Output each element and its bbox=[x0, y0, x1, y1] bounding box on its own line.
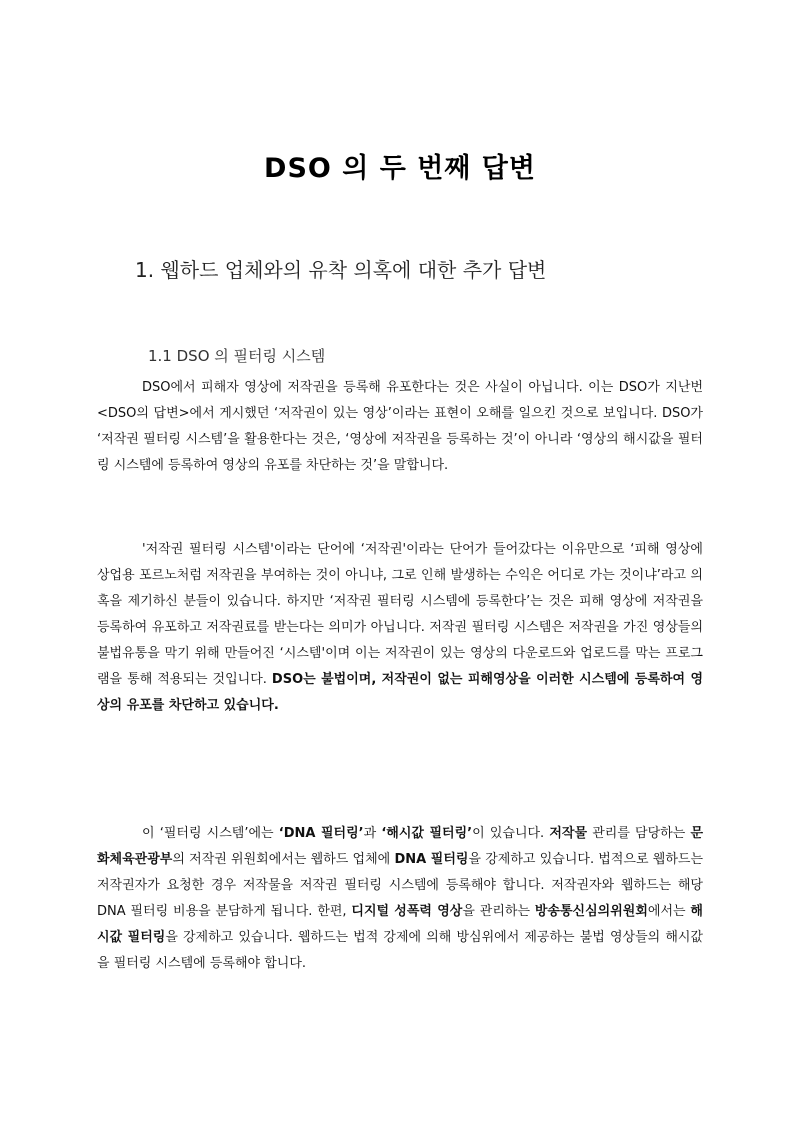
p3-seg: 저작물 bbox=[549, 826, 588, 841]
paragraph-2 bbox=[97, 537, 703, 719]
paragraph-3 bbox=[97, 821, 703, 977]
paragraph-1: DSO에서 피해자 영상에 저작권을 등록해 유포한다는 것은 사실이 아닙니다. 이는 DSO가 지난번 <DSO의 답변>에서 게시했던 ‘저작권이 있는 영상’이라는 표현이 오해를 일으킨 것으로 보입니다. DSO가 ‘저작권 필터링 시스템’을 활용한다는 것은, ‘영상에 저작권을 등록하는 것’이 아니라 ‘영상의 해시값을 필터링 시스템에 등록하여 영상의 유포를 차단하는 것’을 말합니다. bbox=[97, 380, 703, 473]
paragraph-2-text: '저작권 필터링 시스템'이라는 단어에 ‘저작권'이라는 단어가 들어갔다는 이유만으로 ‘피해 영상에 상업용 포르노처럼 저작권을 부여하는 것이 아니냐, 그로 인해 발생하는 수익은 어디로 가는 것이냐’라고 의혹을 제기하신 분들이 있습니다. 하지만 ‘저작권 필터링 시스템에 등록한다’는 것은 피해 영상에 저작권을 등록하여 유포하고 저작권료를 받는다는 의미가 아닙니다. 저작권 필터링 시스템은 저작권을 가진 영상들의 불법유통을 막기 위해 만들어진 ‘시스템'이며 이는 저작권이 있는 영상의 다운로드와 업로드를 막는 프로그램을 통해 적용되는 것입니다. bbox=[97, 542, 703, 687]
p3-seg: 해시값 필터링 bbox=[97, 904, 703, 945]
p3-seg: 이 ‘필터링 시스템’에는 bbox=[142, 826, 279, 841]
p3-seg: ‘DNA 필터링’ bbox=[278, 826, 364, 841]
p3-seg: 이 있습니다. bbox=[472, 826, 550, 841]
p3-seg: 에서는 bbox=[647, 904, 691, 919]
p3-seg: 관리를 담당하는 bbox=[587, 826, 691, 841]
p3-seg: 과 bbox=[363, 826, 382, 841]
p3-seg: 을 관리하는 bbox=[462, 904, 535, 919]
p3-seg: 을 강제하고 있습니다. 웹하드는 법적 강제에 의해 방심위에서 제공하는 불법 영상들의 해시값을 필터링 시스템에 등록해야 합니다. bbox=[97, 930, 703, 971]
p3-seg: ‘해시값 필터링’ bbox=[381, 826, 473, 841]
p3-seg: 방송통신심의위원회 bbox=[534, 904, 648, 919]
section-heading: 1. 웹하드 업체와의 유착 의혹에 대한 추가 답변 bbox=[135, 258, 547, 282]
p3-seg: 디지털 성폭력 영상 bbox=[351, 904, 463, 919]
p3-seg: 의 저작권 위원회에서는 웹하드 업체에 bbox=[172, 852, 395, 867]
document-title: DSO 의 두 번째 답변 bbox=[264, 153, 536, 184]
p3-seg: 문화체육관광부 bbox=[97, 826, 703, 867]
paragraph-2-bold: DSO는 불법이며, 저작권이 없는 피해영상을 이러한 시스템에 등록하여 영상의 유포를 차단하고 있습니다. bbox=[97, 672, 704, 713]
subsection-heading: 1.1 DSO 의 필터링 시스템 bbox=[148, 347, 326, 365]
p3-seg: 을 강제하고 있습니다. 법적으로 웹하드는 저작권자가 요청한 경우 저작물을 저작권 필터링 시스템에 등록해야 합니다. 저작권자와 웹하드는 해당 DNA 필터링 비용을 분담하게 됩니다. 한편, bbox=[97, 852, 703, 919]
p3-seg: DNA 필터링 bbox=[394, 852, 469, 867]
